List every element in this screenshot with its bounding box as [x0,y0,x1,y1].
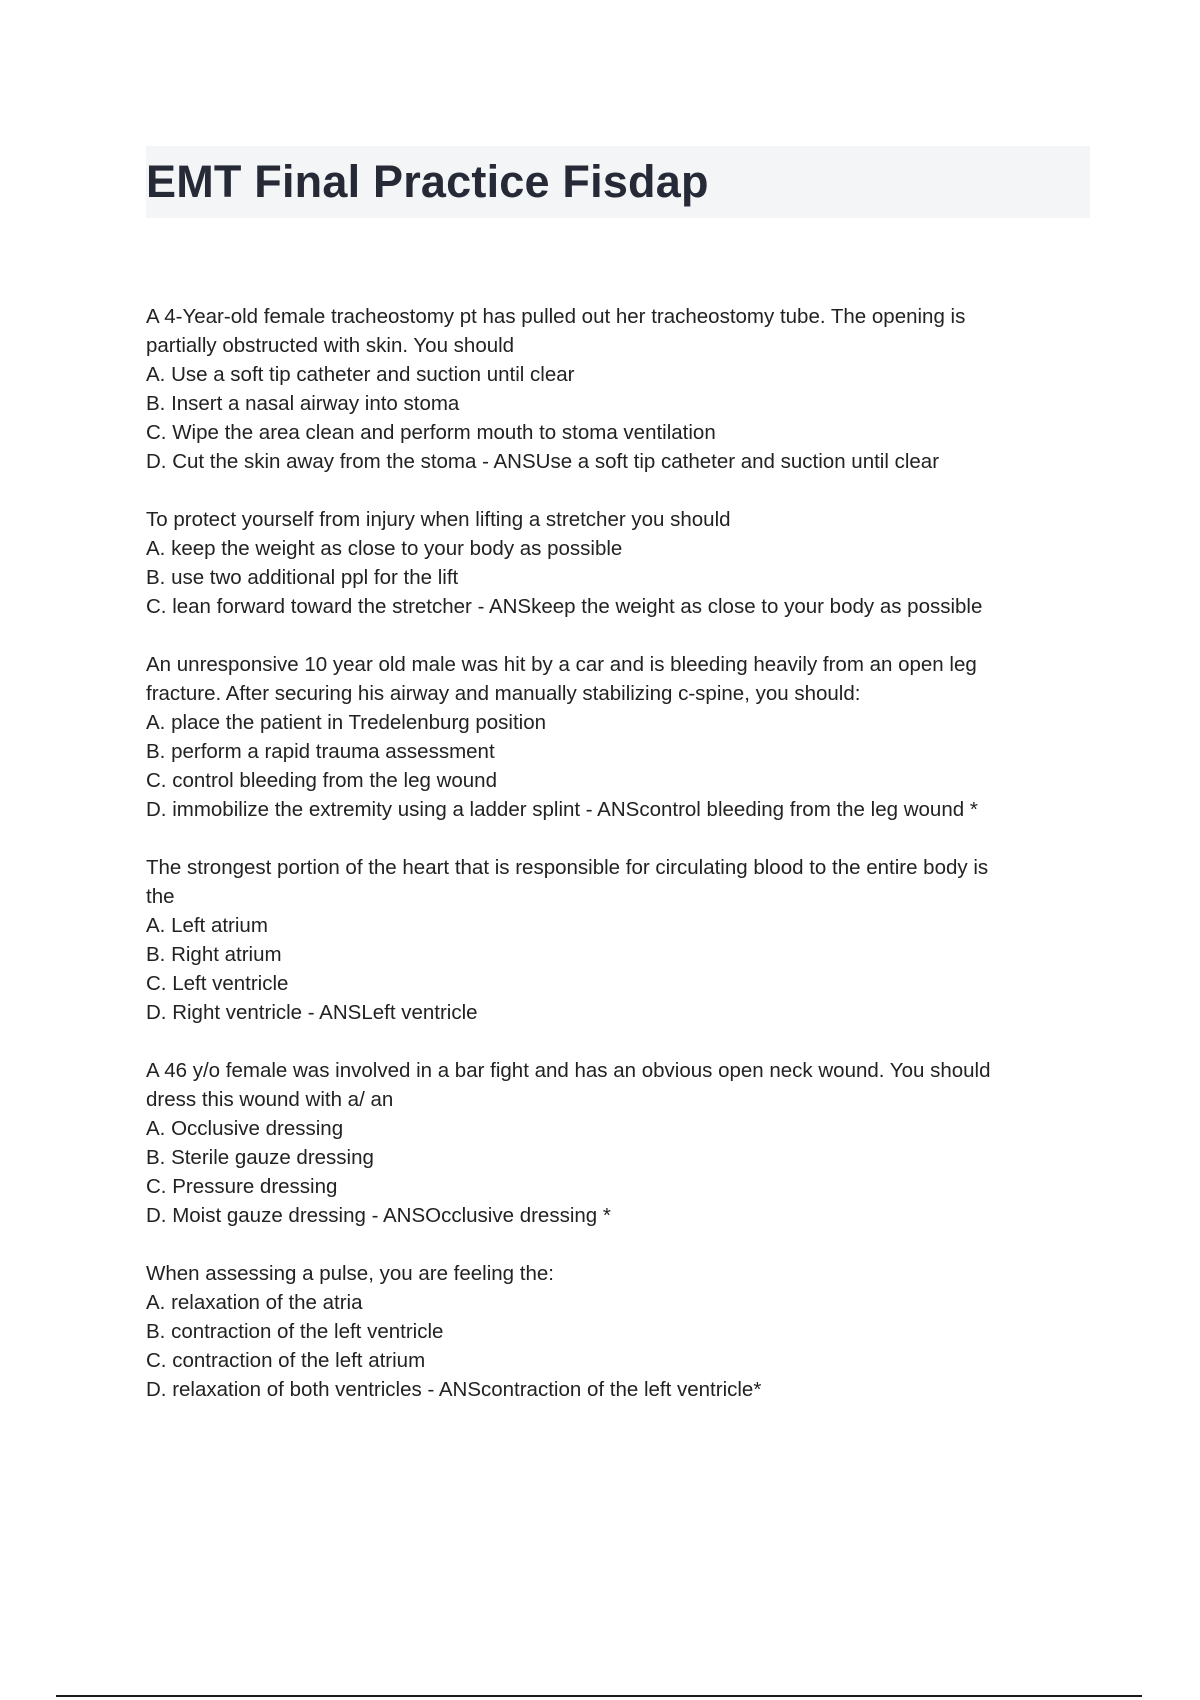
answer-option-with-answer: C. lean forward toward the stretcher - ANSkeep the weight as close to your body as possible [146,595,983,618]
question-4 [146,853,1096,1027]
answer-option-with-answer: D. Moist gauze dressing - ANSOcclusive dressing * [146,1204,611,1227]
question-5 [146,1056,1096,1230]
answer-option: A. relaxation of the atria [146,1291,363,1314]
answer-option: B. Insert a nasal airway into stoma [146,392,460,415]
answer-option: A. Use a soft tip catheter and suction until clear [146,363,575,386]
answer-option: C. Left ventricle [146,972,289,995]
question-stem: The strongest portion of the heart that is responsible for circulating blood to the entire body is [146,856,989,879]
answer-option-with-answer: D. Cut the skin away from the stoma - ANSUse a soft tip catheter and suction until clear [146,450,940,473]
answer-option: A. Left atrium [146,914,268,937]
answer-option: C. control bleeding from the leg wound [146,769,497,792]
answer-option: B. contraction of the left ventricle [146,1320,444,1343]
question-stem: A 4-Year-old female tracheostomy pt has pulled out her tracheostomy tube. The opening is [146,305,966,328]
answer-option: B. perform a rapid trauma assessment [146,740,495,763]
answer-option: A. place the patient in Tredelenburg position [146,711,547,734]
question-stem: partially obstructed with skin. You should [146,334,515,357]
answer-option: C. contraction of the left atrium [146,1349,426,1372]
answer-option-with-answer: D. Right ventricle - ANSLeft ventricle [146,1001,478,1024]
answer-option: B. Right atrium [146,943,282,966]
answer-option: A. Occlusive dressing [146,1117,344,1140]
answer-option: C. Pressure dressing [146,1175,338,1198]
question-1 [146,302,1096,476]
question-stem: the [146,885,175,908]
question-stem: dress this wound with a/ an [146,1088,394,1111]
question-3 [146,650,1096,824]
question-list [146,302,1096,1433]
answer-option-with-answer: D. immobilize the extremity using a ladder splint - ANScontrol bleeding from the leg wound * [146,798,978,821]
question-stem: fracture. After securing his airway and manually stabilizing c-spine, you should: [146,682,861,705]
question-stem: A 46 y/o female was involved in a bar fight and has an obvious open neck wound. You should [146,1059,991,1082]
question-stem: An unresponsive 10 year old male was hit by a car and is bleeding heavily from an open leg [146,653,977,676]
question-stem: To protect yourself from injury when lifting a stretcher you should [146,508,731,531]
answer-option: B. use two additional ppl for the lift [146,566,459,589]
page-title: EMT Final Practice Fisdap [146,156,709,207]
answer-option: B. Sterile gauze dressing [146,1146,374,1169]
question-stem: When assessing a pulse, you are feeling the: [146,1262,554,1285]
answer-option-with-answer: D. relaxation of both ventricles - ANScontraction of the left ventricle* [146,1378,762,1401]
footer-divider [56,1695,1142,1697]
question-6 [146,1259,1096,1404]
question-2 [146,505,1096,621]
answer-option: A. keep the weight as close to your body as possible [146,537,623,560]
answer-option: C. Wipe the area clean and perform mouth to stoma ventilation [146,421,716,444]
